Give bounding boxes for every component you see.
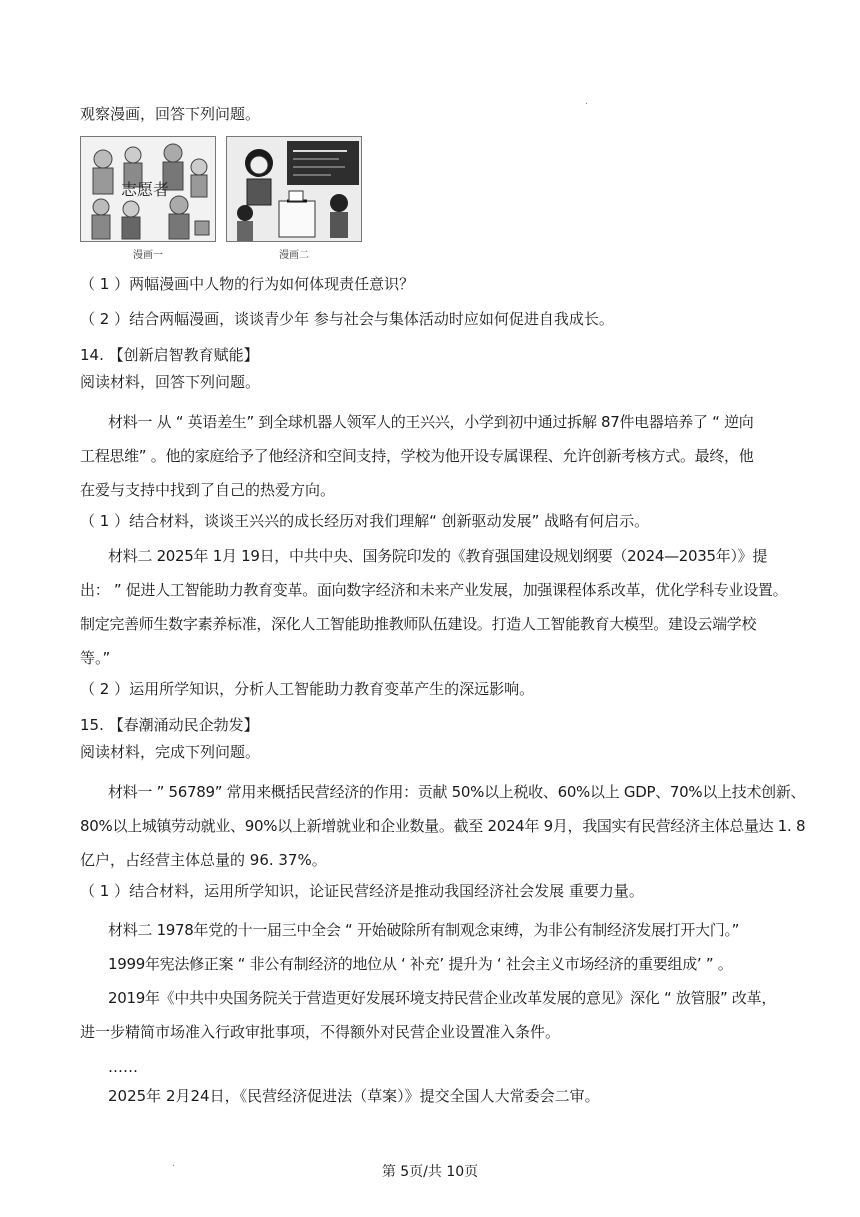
comic-figure [80, 136, 310, 264]
q15-material2-line: 2025年 2月24日，《民营经济促进法（草案）》提交全国人大常委会二审。 [108, 1087, 600, 1105]
q13-sub2: （ 2 ）结合两幅漫画，谈谈青少年 参与社会与集体活动时应如何促进自我成长。 [80, 310, 614, 328]
scan-speck: . [172, 1158, 176, 1169]
q13-sub1: （ 1 ）两幅漫画中人物的行为如何体现责任意识？ [80, 275, 415, 293]
q14-material1-line: 工程思维” 。他的家庭给予了他经济和空间支持，学校为他开设专属课程、允许创新考核方式。最终，他 [80, 447, 754, 465]
q15-material1-line: 材料一 ” 56789” 常用来概括民营经济的作用：贡献 50%以上税收、60%以上 GDP、70%以上技术创新、 [108, 783, 806, 801]
q14-material2-line: 制定完善师生数字素养标准，深化人工智能助推教师队伍建设。打造人工智能教育大模型。建设云端学校 [80, 615, 757, 633]
q14-material1-line: 在爱与支持中找到了自己的热爱方向。 [80, 481, 336, 499]
q14-instruction: 阅读材料，回答下列问题。 [80, 373, 261, 391]
q15-material2-line: 1999年宪法修正案 “ 非公有制经济的地位从 ‘ 补充’ 提升为 ‘ 社会主义市场经济的重要组成’ ” 。 [108, 955, 733, 973]
q15-material2-line: 2019年《中共中央国务院关于营造更好发展环境支持民营企业改革发展的意见》深化 “ 放管服” 改革， [108, 989, 777, 1007]
comic-one-caption: 漫画一 [133, 250, 163, 261]
scan-speck: . [585, 96, 589, 107]
q15-heading: 15. 【春潮涌动民企勃发】 [80, 716, 259, 734]
page-number: 第 5页/共 10页 [381, 1164, 479, 1180]
intro-text: 观察漫画，回答下列问题。 [80, 105, 261, 123]
q14-sub1: （ 1 ）结合材料，谈谈王兴兴的成长经历对我们理解“ 创新驱动发展” 战略有何启示。 [80, 512, 650, 530]
q15-material1-line: 80%以上城镇劳动就业、90%以上新增就业和企业数量。截至 2024年 9月，我国实有民营经济主体总量达 1. 8 [80, 817, 806, 835]
volunteer-sign: 志愿者 [121, 180, 170, 199]
q15-material2-ellipsis: …… [108, 1058, 138, 1076]
q14-material2-line: 材料二 2025年 1月 19日，中共中央、国务院印发的《教育强国建设规划纲要（2024—2035年）》提 [108, 547, 768, 565]
comic-one-image [80, 136, 216, 242]
q15-sub1: （ 1 ）结合材料，运用所学知识，论证民营经济是推动我国经济社会发展 重要力量。 [80, 882, 644, 900]
q15-material2-line: 材料二 1978年党的十一届三中全会 “ 开始破除所有制观念束缚，为非公有制经济发展打开大门。” [108, 921, 740, 939]
q15-material2-line: 进一步精简市场准入行政审批事项，不得额外对民营企业设置准入条件。 [80, 1023, 561, 1041]
comic-two-image [226, 136, 362, 242]
q15-material1-line: 亿户，占经营主体总量的 96. 37%。 [80, 851, 327, 869]
q14-material2-line: 等。” [80, 649, 111, 667]
q14-material2-line: 出： ” 促进人工智能助力教育变革。面向数字经济和未来产业发展，加强课程体系改革，优化学科专业设置。 [80, 581, 788, 599]
comic-two-caption: 漫画二 [279, 250, 309, 261]
q14-heading: 14. 【创新启智教育赋能】 [80, 346, 259, 364]
q14-material1-line: 材料一 从 “ 英语差生” 到全球机器人领军人的王兴兴，小学到初中通过拆解 87件电器培养了 “ 逆向 [108, 413, 754, 431]
q14-sub2: （ 2 ）运用所学知识，分析人工智能助力教育变革产生的深远影响。 [80, 680, 535, 698]
q15-instruction: 阅读材料，完成下列问题。 [80, 743, 261, 761]
